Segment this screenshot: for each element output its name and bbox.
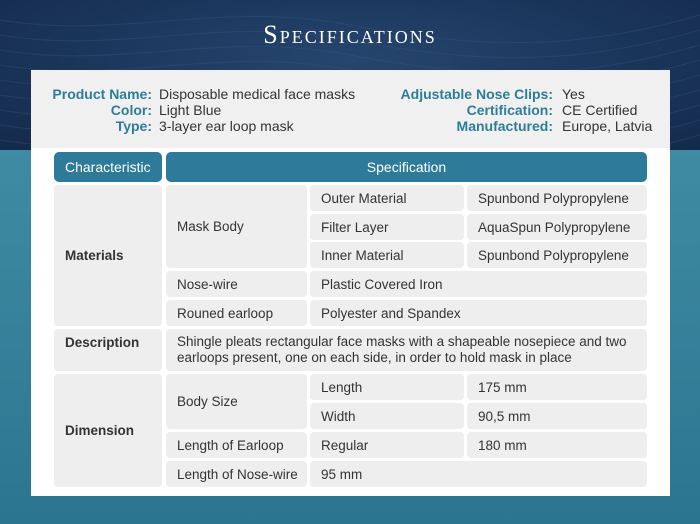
description-text: Shingle pleats rectangular face masks with a shapeable nosepiece and two earloops present, one on each side, in order to hold mask in place: [166, 329, 647, 371]
spec-card: [31, 70, 670, 496]
width-value: 90,5 mm: [467, 403, 647, 429]
body-size-cell: Body Size: [166, 374, 307, 429]
type-value: 3-layer ear loop mask: [159, 118, 294, 134]
inner-material-cell: Inner Material: [310, 242, 464, 268]
nose-wire-length-value: 95 mm: [310, 461, 647, 487]
filter-layer-cell: Filter Layer: [310, 214, 464, 240]
description-label: Description: [54, 329, 162, 371]
color-value: Light Blue: [159, 102, 222, 118]
length-cell: Length: [310, 374, 464, 400]
dimension-label: Dimension: [54, 374, 162, 487]
outer-material-value: Spunbond Polypropylene: [467, 185, 647, 211]
filter-layer-value: AquaSpun Polypropylene: [467, 214, 647, 240]
header-characteristic: Characteristic: [54, 152, 162, 182]
earloop-length-value: 180 mm: [467, 432, 647, 458]
mask-body-cell: Mask Body: [166, 185, 307, 268]
nose-wire-cell: Nose-wire: [166, 271, 307, 297]
nose-wire-length-cell: Length of Nose-wire: [166, 461, 307, 487]
materials-label: Materials: [54, 185, 162, 326]
color-label: Color:: [110, 102, 152, 118]
certification-value: CE Certified: [562, 102, 638, 118]
product-name-label: Product Name:: [52, 86, 152, 102]
width-cell: Width: [310, 403, 464, 429]
nose-clips-label: Adjustable Nose Clips:: [400, 86, 553, 102]
earloop-length-cell: Length of Earloop: [166, 432, 307, 458]
manufactured-label: Manufactured:: [456, 118, 553, 134]
product-name-value: Disposable medical face masks: [159, 86, 356, 102]
type-label: Type:: [115, 118, 152, 134]
header-specification: Specification: [166, 152, 647, 182]
length-value: 175 mm: [467, 374, 647, 400]
nose-wire-value: Plastic Covered Iron: [310, 271, 647, 297]
outer-material-cell: Outer Material: [310, 185, 464, 211]
manufactured-value: Europe, Latvia: [562, 118, 653, 134]
page-title: Specifications: [263, 20, 437, 49]
nose-clips-value: Yes: [562, 86, 585, 102]
earloop-value: Polyester and Spandex: [310, 300, 647, 326]
earloop-type-cell: Regular: [310, 432, 464, 458]
certification-label: Certification:: [466, 102, 553, 118]
earloop-cell: Rouned earloop: [166, 300, 307, 326]
inner-material-value: Spunbond Polypropylene: [467, 242, 647, 268]
product-info: [31, 70, 670, 148]
